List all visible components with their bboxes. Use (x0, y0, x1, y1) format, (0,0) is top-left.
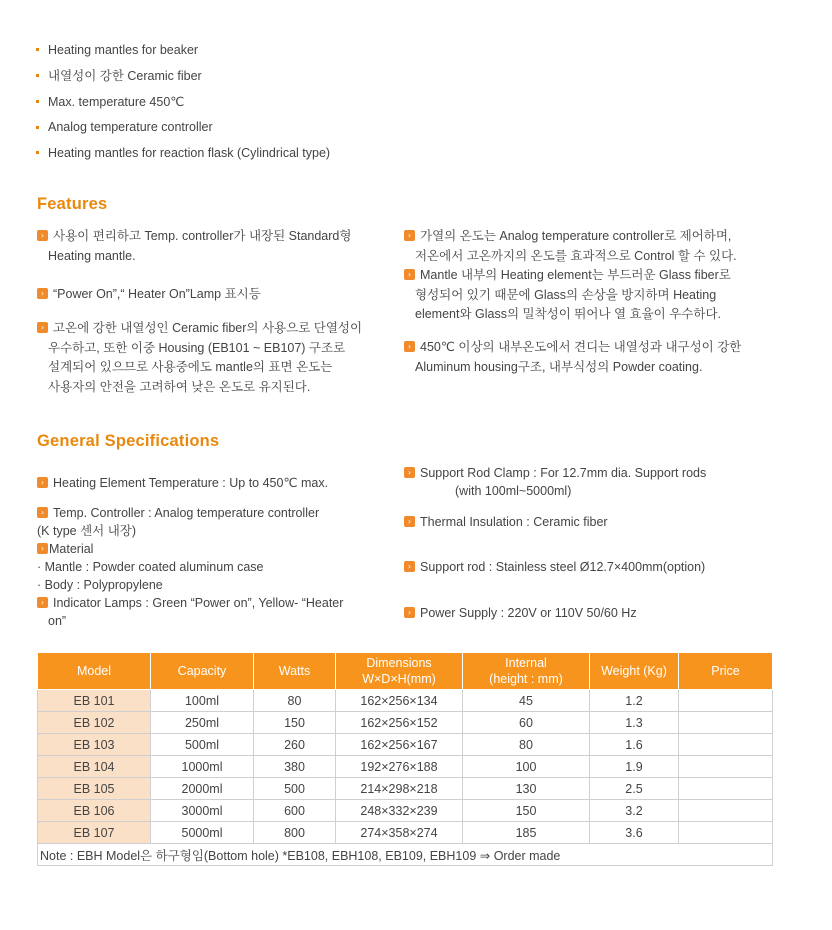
feature-item: › 450℃ 이상의 내부온도에서 견디는 내열성과 내구성이 강한 Aluminum housing구조, 내부식성의 Powder coating. (404, 338, 741, 377)
cell-dimensions: 274×358×274 (336, 822, 463, 844)
table-row (38, 822, 773, 844)
cell-watts: 80 (254, 690, 336, 712)
cell-model: EB 101 (38, 690, 151, 712)
intro-bullet: Heating mantles for reaction flask (Cylindrical type) (36, 143, 330, 169)
column-header-weight: Weight (Kg) (590, 653, 679, 690)
column-header-watts: Watts (254, 653, 336, 690)
cell-price (679, 778, 773, 800)
cell-internal: 100 (463, 756, 590, 778)
arrow-icon: › (404, 230, 415, 241)
arrow-icon: › (37, 507, 48, 518)
feature-item: › 사용이 편리하고 Temp. controller가 내장된 Standard형 Heating mantle. (37, 227, 351, 266)
feature-item: › 가열의 온도는 Analog temperature controller로 제어하며, 저온에서 고온까지의 온도를 효과적으로 Control 할 수 있다. (404, 227, 737, 266)
cell-internal: 60 (463, 712, 590, 734)
column-header-model: Model (38, 653, 151, 690)
features-title: Features (37, 195, 108, 213)
cell-capacity: 1000ml (151, 756, 254, 778)
arrow-icon: › (37, 477, 48, 488)
cell-model: EB 104 (38, 756, 151, 778)
cell-watts: 600 (254, 800, 336, 822)
column-header-internal: Internal (height : mm) (463, 653, 590, 690)
spec-support-rod: › Support rod : Stainless steel Ø12.7×400mm(option) (404, 558, 705, 576)
bullet-dot-icon (36, 100, 39, 103)
spec-left-group: › Temp. Controller : Analog temperature controller (K type 센서 내장) › Material · Mantle : Powder coated aluminum case · Body : Polypropylene › Indicator Lamps : Green “Power on”, Yellow- “Heater on” (37, 506, 344, 628)
cell-dimensions: 162×256×152 (336, 712, 463, 734)
column-header-dimensions: Dimensions W×D×H(mm) (336, 653, 463, 690)
cell-capacity: 3000ml (151, 800, 254, 822)
table-header-row (38, 653, 773, 690)
arrow-icon: › (37, 543, 48, 554)
cell-price (679, 756, 773, 778)
column-header-price: Price (679, 653, 773, 690)
cell-weight: 1.6 (590, 734, 679, 756)
spec-power-supply: › Power Supply : 220V or 110V 50/60 Hz (404, 604, 637, 622)
cell-watts: 800 (254, 822, 336, 844)
table-note-row (38, 844, 773, 866)
arrow-icon: › (404, 516, 415, 527)
bullet-dot-icon (36, 126, 39, 129)
cell-weight: 3.2 (590, 800, 679, 822)
cell-dimensions: 192×276×188 (336, 756, 463, 778)
cell-price (679, 712, 773, 734)
column-header-capacity: Capacity (151, 653, 254, 690)
cell-capacity: 5000ml (151, 822, 254, 844)
cell-internal: 150 (463, 800, 590, 822)
cell-price (679, 734, 773, 756)
cell-model: EB 106 (38, 800, 151, 822)
cell-watts: 260 (254, 734, 336, 756)
arrow-icon: › (37, 597, 48, 608)
intro-bullet: Heating mantles for beaker (36, 40, 330, 66)
spec-heating-element: › Heating Element Temperature : Up to 450℃ max. (37, 474, 328, 492)
bullet-dot-icon (36, 48, 39, 51)
table-row (38, 712, 773, 734)
arrow-icon: › (404, 467, 415, 478)
arrow-icon: › (404, 341, 415, 352)
cell-price (679, 800, 773, 822)
table-note: Note : EBH Model은 하구형임(Bottom hole) *EB108, EBH108, EB109, EBH109 ⇒ Order made (38, 844, 773, 866)
arrow-icon: › (404, 607, 415, 618)
arrow-icon: › (37, 230, 48, 241)
model-spec-table (37, 652, 773, 866)
arrow-icon: › (404, 269, 415, 280)
feature-item: › 고온에 강한 내열성인 Ceramic fiber의 사용으로 단열성이 우수하고, 또한 이중 Housing (EB101 ~ EB107) 구조로 설계되어 있으므로 사용중에도 mantle의 표면 온도는 사용자의 안전을 고려하여 낮은 온도로 유지된다. (37, 319, 362, 397)
cell-model: EB 102 (38, 712, 151, 734)
table-row (38, 690, 773, 712)
cell-watts: 380 (254, 756, 336, 778)
table-row (38, 800, 773, 822)
cell-dimensions: 162×256×167 (336, 734, 463, 756)
cell-weight: 1.3 (590, 712, 679, 734)
table-row (38, 756, 773, 778)
cell-internal: 130 (463, 778, 590, 800)
cell-watts: 150 (254, 712, 336, 734)
cell-dimensions: 162×256×134 (336, 690, 463, 712)
intro-bullet: Analog temperature controller (36, 117, 330, 143)
intro-bullet: 내열성이 강한 Ceramic fiber (36, 66, 330, 92)
cell-weight: 2.5 (590, 778, 679, 800)
spec-support-rod-clamp: › Support Rod Clamp : For 12.7mm dia. Support rods (with 100ml~5000ml) (404, 464, 706, 500)
arrow-icon: › (37, 322, 48, 333)
intro-bullet-list (36, 40, 330, 169)
cell-model: EB 105 (38, 778, 151, 800)
cell-dimensions: 214×298×218 (336, 778, 463, 800)
cell-capacity: 500ml (151, 734, 254, 756)
spec-thermal-insulation: › Thermal Insulation : Ceramic fiber (404, 513, 608, 531)
cell-internal: 80 (463, 734, 590, 756)
arrow-icon: › (37, 288, 48, 299)
cell-weight: 1.2 (590, 690, 679, 712)
table-row (38, 778, 773, 800)
cell-weight: 3.6 (590, 822, 679, 844)
feature-item: › “Power On”,“ Heater On”Lamp 표시등 (37, 285, 261, 305)
cell-price (679, 690, 773, 712)
cell-dimensions: 248×332×239 (336, 800, 463, 822)
cell-model: EB 103 (38, 734, 151, 756)
bullet-dot-icon (36, 74, 39, 77)
arrow-icon: › (404, 561, 415, 572)
cell-capacity: 100ml (151, 690, 254, 712)
general-specifications-title: General Specifications (37, 432, 220, 450)
table-row (38, 734, 773, 756)
cell-weight: 1.9 (590, 756, 679, 778)
bullet-dot-icon (36, 151, 39, 154)
cell-model: EB 107 (38, 822, 151, 844)
intro-bullet: Max. temperature 450℃ (36, 92, 330, 118)
cell-watts: 500 (254, 778, 336, 800)
cell-internal: 45 (463, 690, 590, 712)
cell-capacity: 250ml (151, 712, 254, 734)
cell-price (679, 822, 773, 844)
cell-capacity: 2000ml (151, 778, 254, 800)
feature-item: › Mantle 내부의 Heating element는 부드러운 Glass fiber로 형성되어 있기 때문에 Glass의 손상을 방지하며 Heating element와 Glass의 밀착성이 뛰어나 열 효율이 우수하다. (404, 266, 731, 325)
cell-internal: 185 (463, 822, 590, 844)
